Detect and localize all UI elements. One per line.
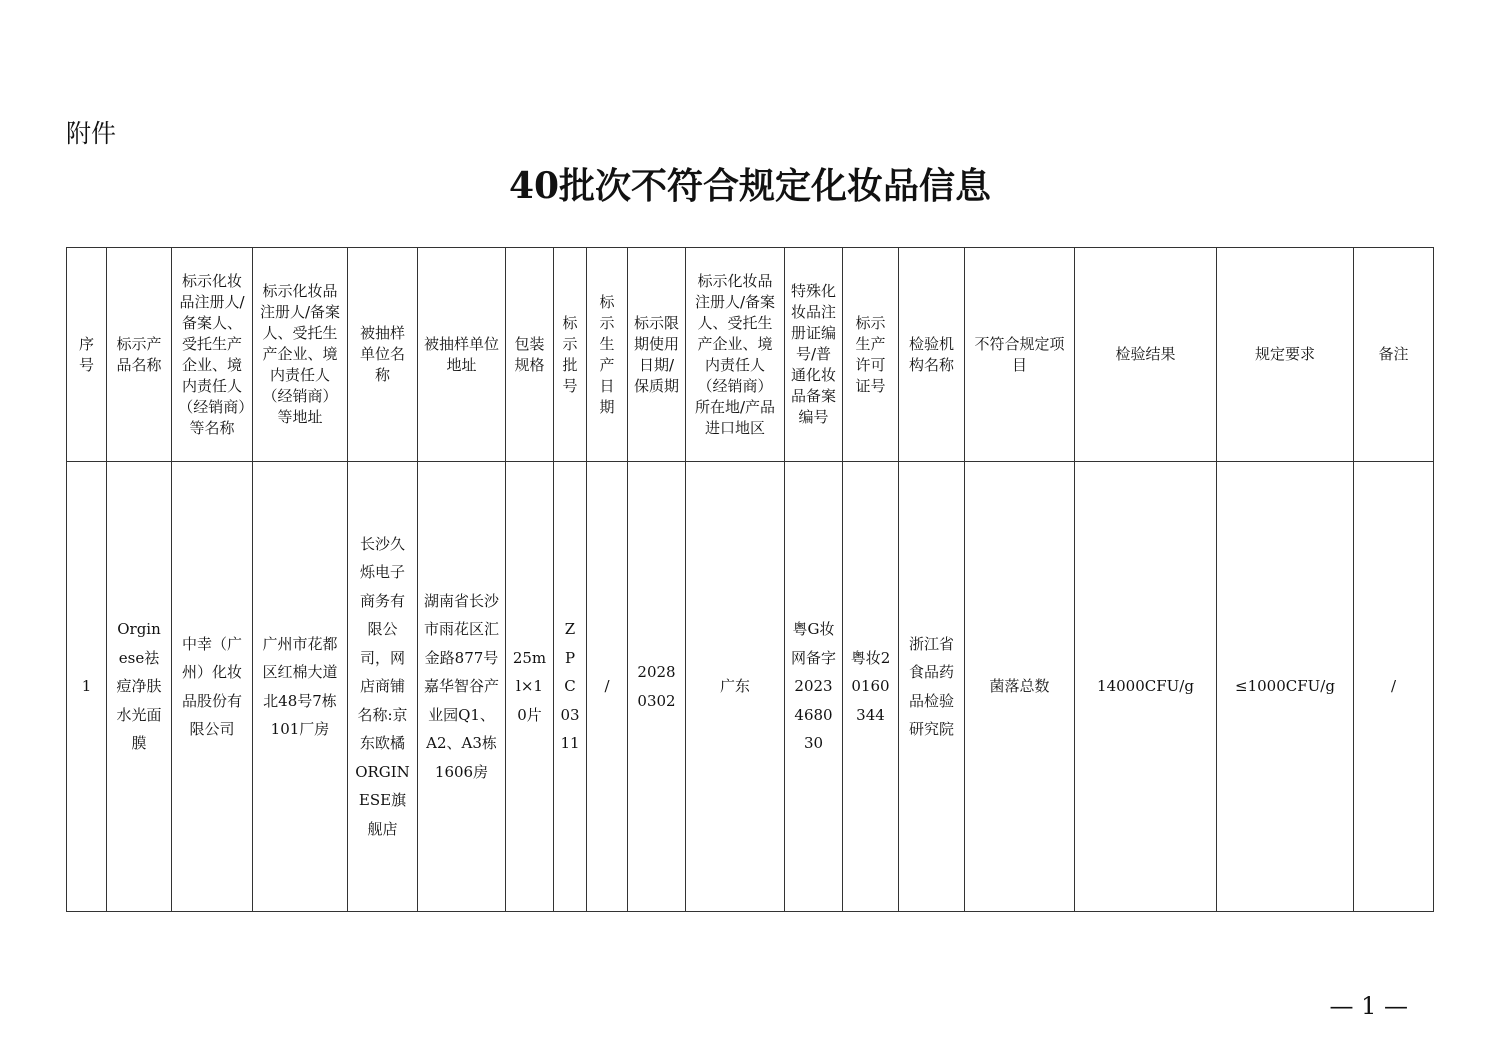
table-cell: 广东 bbox=[686, 462, 785, 912]
column-header: 不符合规定项目 bbox=[965, 248, 1075, 462]
table-cell: 浙江省食品药品检验研究院 bbox=[899, 462, 965, 912]
table-cell: 粤妆20160344 bbox=[843, 462, 899, 912]
column-header: 标示化妆品注册人/备案人、受托生产企业、境内责任人（经销商）所在地/产品进口地区 bbox=[686, 248, 785, 462]
table-cell: 广州市花都区红棉大道北48号7栋101厂房 bbox=[253, 462, 348, 912]
column-header: 规定要求 bbox=[1217, 248, 1354, 462]
table-cell: 湖南省长沙市雨花区汇金路877号嘉华智谷产业园Q1、A2、A3栋1606房 bbox=[418, 462, 506, 912]
column-header: 备注 bbox=[1354, 248, 1434, 462]
column-header: 包装规格 bbox=[506, 248, 554, 462]
table-cell: ≤1000CFU/g bbox=[1217, 462, 1354, 912]
column-header: 序号 bbox=[67, 248, 107, 462]
table-row bbox=[67, 462, 1434, 912]
table-cell: / bbox=[1354, 462, 1434, 912]
column-header: 标示生产许可证号 bbox=[843, 248, 899, 462]
column-header: 标示化妆品注册人/备案人、受托生产企业、境内责任人（经销商）等地址 bbox=[253, 248, 348, 462]
column-header: 特殊化妆品注册证编号/普通化妆品备案编号 bbox=[785, 248, 843, 462]
table-cell: 中幸（广州）化妆品股份有限公司 bbox=[172, 462, 253, 912]
table-cell: Orginese祛痘净肤水光面膜 bbox=[107, 462, 172, 912]
table-cell: 14000CFU/g bbox=[1075, 462, 1217, 912]
page-title: 40批次不符合规定化妆品信息 bbox=[508, 165, 992, 207]
table-cell: ZPC0311 bbox=[554, 462, 587, 912]
header-row bbox=[67, 248, 1434, 462]
page-number: — 1 — bbox=[1329, 992, 1408, 1020]
column-header: 标示限期使用日期/保质期 bbox=[628, 248, 686, 462]
column-header: 标示产品名称 bbox=[107, 248, 172, 462]
attachment-label: 附件 bbox=[66, 119, 117, 148]
column-header: 被抽样单位名称 bbox=[348, 248, 418, 462]
column-header: 被抽样单位地址 bbox=[418, 248, 506, 462]
column-header: 标示化妆品注册人/备案人、受托生产企业、境内责任人（经销商）等名称 bbox=[172, 248, 253, 462]
table-cell: 20280302 bbox=[628, 462, 686, 912]
column-header: 检验结果 bbox=[1075, 248, 1217, 462]
table-cell: 25ml×10片 bbox=[506, 462, 554, 912]
table-cell: 粤G妆网备字2023468030 bbox=[785, 462, 843, 912]
table-cell: / bbox=[587, 462, 628, 912]
column-header: 检验机构名称 bbox=[899, 248, 965, 462]
column-header: 标示生产日期 bbox=[587, 248, 628, 462]
cosmetics-table bbox=[66, 247, 1434, 912]
table-cell: 1 bbox=[67, 462, 107, 912]
column-header: 标示批号 bbox=[554, 248, 587, 462]
table-cell: 长沙久烁电子商务有限公司，网店商铺名称:京东欧橘ORGINESE旗舰店 bbox=[348, 462, 418, 912]
table-cell: 菌落总数 bbox=[965, 462, 1075, 912]
